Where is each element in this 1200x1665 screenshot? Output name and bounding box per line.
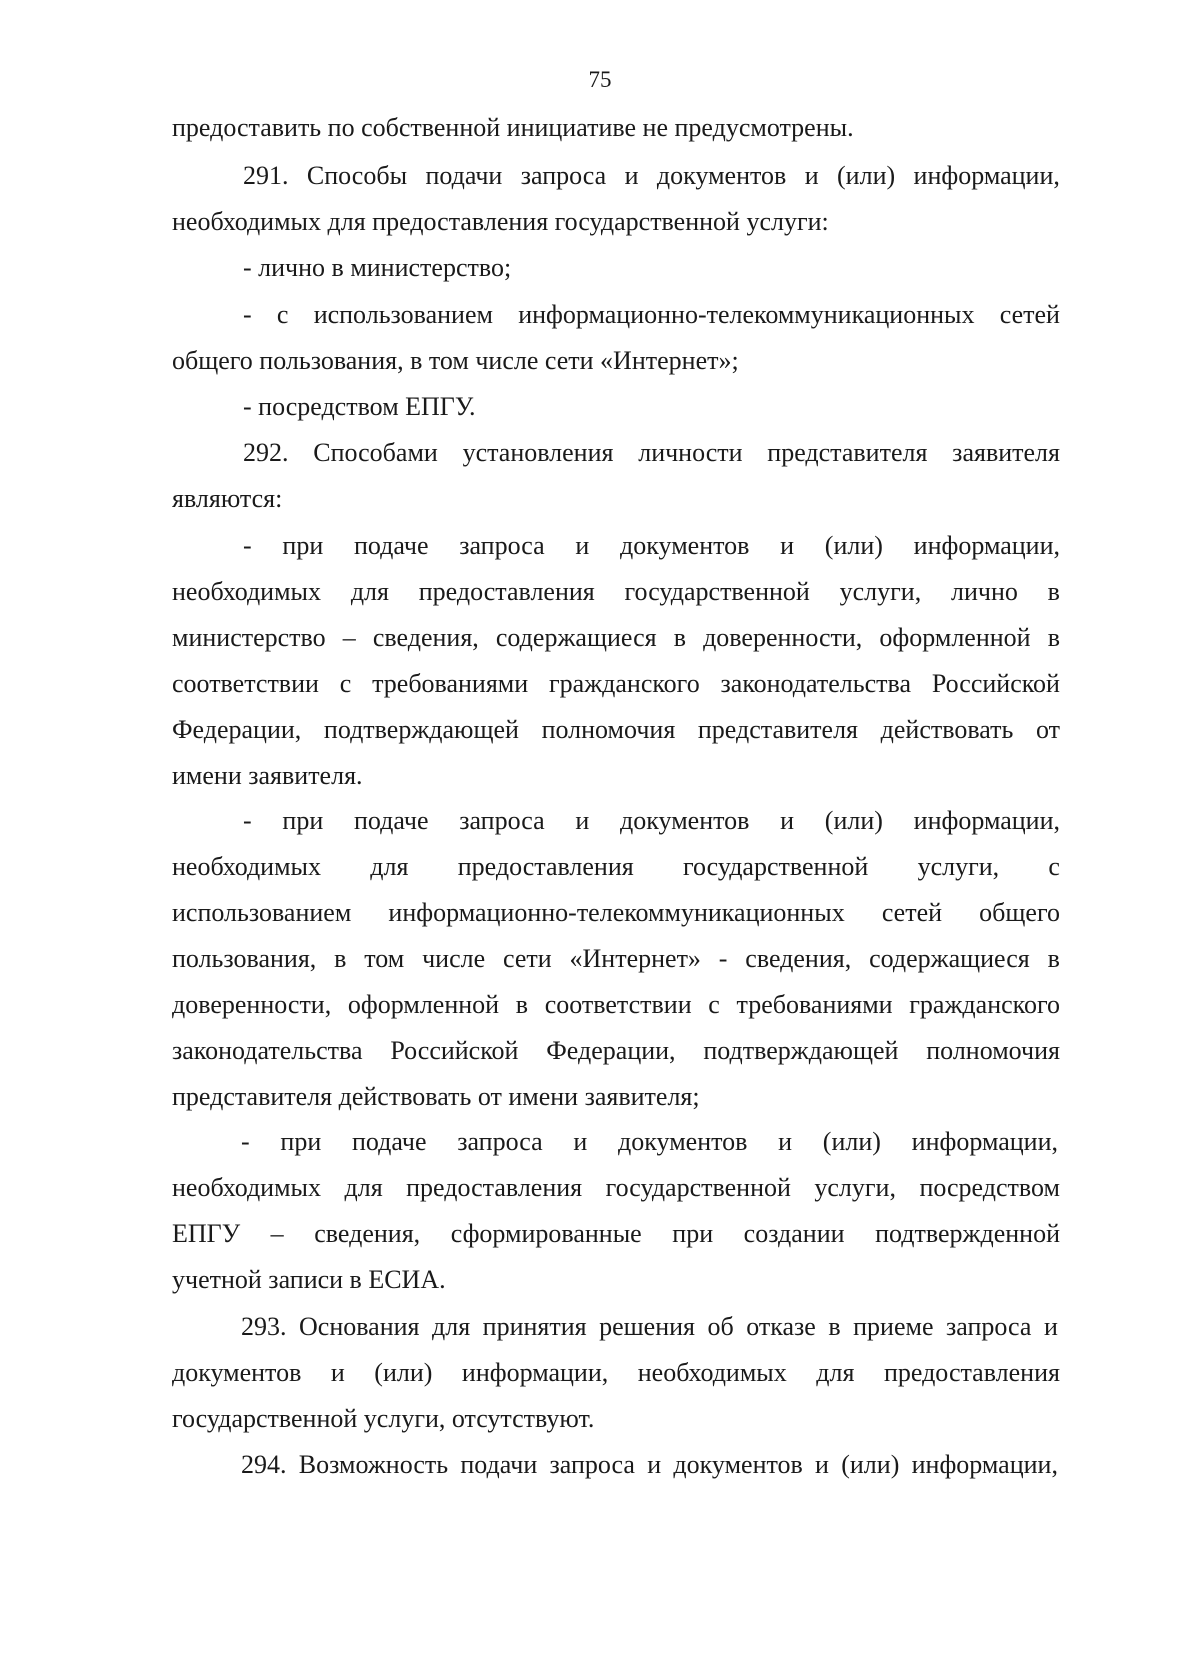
word: информации, (913, 806, 1060, 835)
word: и (330, 1358, 345, 1387)
word: подтвержденной (875, 1219, 1060, 1248)
word: ЕПГУ (172, 1219, 241, 1248)
word: и (804, 161, 819, 190)
word: министерство (172, 623, 326, 652)
word: – (342, 623, 356, 652)
word: в (1047, 944, 1060, 973)
word: для (370, 852, 409, 881)
word: требованиями (736, 990, 893, 1019)
word: оформленной (879, 623, 1031, 652)
text-line (172, 1172, 1060, 1204)
text-line (243, 437, 1060, 469)
word: в (334, 944, 347, 973)
word: сведения, (314, 1219, 421, 1248)
text-line (241, 1311, 1058, 1343)
word: государственной (605, 1173, 791, 1202)
word: и (575, 806, 590, 835)
word: сформированные (450, 1219, 642, 1248)
word: решения (599, 1312, 695, 1341)
word: в (828, 1312, 841, 1341)
text-line (172, 851, 1060, 883)
text-line: - посредством ЕПГУ. (243, 392, 476, 421)
text-line: предоставить по собственной инициативе не предусмотрены. (172, 113, 854, 142)
word: и (780, 806, 795, 835)
word: и (780, 531, 795, 560)
word: приеме (853, 1312, 934, 1341)
word: с (1048, 852, 1060, 881)
word: подаче (351, 1127, 427, 1156)
text-line (241, 1126, 1058, 1158)
word: оформленной (347, 990, 500, 1019)
word: сетей (999, 300, 1060, 329)
word: документов (620, 806, 750, 835)
word: заявителя (952, 438, 1060, 467)
word: представителя (767, 438, 928, 467)
text-line (172, 622, 1060, 654)
text-line (243, 805, 1060, 837)
word: 291. (243, 161, 289, 190)
word: Федерации, (546, 1036, 676, 1065)
word: запроса (520, 161, 607, 190)
word: доверенности, (172, 990, 332, 1019)
word: подтверждающей (323, 715, 519, 744)
word: для (344, 1173, 383, 1202)
word: при (282, 531, 324, 560)
word: информационно-телекоммуникационных (518, 300, 975, 329)
word: гражданского (909, 990, 1060, 1019)
word: необходимых (637, 1358, 787, 1387)
word: представителя (697, 715, 859, 744)
word: - (718, 944, 728, 973)
word: для (816, 1358, 855, 1387)
text-line: необходимых для предоставления государственной услуги: (172, 207, 829, 236)
word: полномочия (926, 1036, 1060, 1065)
word: запроса (459, 806, 545, 835)
text-line: имени заявителя. (172, 761, 363, 790)
text-line (172, 989, 1060, 1021)
word: полномочия (541, 715, 676, 744)
word: соответствии (544, 990, 692, 1019)
text-line (172, 897, 1060, 929)
word: законодательства (172, 1036, 363, 1065)
word: информации, (913, 531, 1060, 560)
word: общего (979, 898, 1060, 927)
word: отказе (746, 1312, 816, 1341)
text-line (243, 160, 1060, 192)
word: запроса (457, 1127, 543, 1156)
word: от (1035, 715, 1060, 744)
word: и (624, 161, 639, 190)
word: запроса (946, 1312, 1032, 1341)
word: - (243, 806, 252, 835)
word: и (778, 1127, 793, 1156)
text-line: представителя действовать от имени заявителя; (172, 1082, 700, 1111)
word: и (1043, 1312, 1058, 1341)
word: пользования, (172, 944, 317, 973)
word: использованием (172, 898, 352, 927)
word: при (672, 1219, 714, 1248)
word: в (1047, 623, 1060, 652)
word: Российской (390, 1036, 519, 1065)
word: установления (462, 438, 614, 467)
word: и (573, 1127, 588, 1156)
word: информации, (911, 1450, 1058, 1479)
word: действовать (880, 715, 1014, 744)
word: - (243, 300, 252, 329)
text-line: учетной записи в ЕСИА. (172, 1265, 446, 1294)
word: сведения, (745, 944, 852, 973)
word: в (1047, 577, 1060, 606)
word: информационно-телекоммуникационных (388, 898, 845, 927)
text-line (172, 576, 1060, 608)
page-number: 75 (588, 67, 612, 92)
word: содержащиеся (495, 623, 657, 652)
word: Возможность (298, 1450, 449, 1479)
word: подачи (425, 161, 503, 190)
word: об (707, 1312, 734, 1341)
text-line (243, 530, 1060, 562)
text-line (172, 1357, 1060, 1389)
word: документов (620, 531, 750, 560)
word: содержащиеся (869, 944, 1030, 973)
word: доверенности, (703, 623, 863, 652)
word: - (243, 531, 252, 560)
word: законодательства (720, 669, 912, 698)
word: Основания (299, 1312, 420, 1341)
word: создании (743, 1219, 845, 1248)
word: и (575, 531, 590, 560)
word: Способами (313, 438, 438, 467)
word: гражданского (548, 669, 700, 698)
word: информации, (913, 161, 1060, 190)
word: услуги, (917, 852, 1000, 881)
word: в (673, 623, 686, 652)
word: - (241, 1127, 250, 1156)
word: соответствии (172, 669, 319, 698)
word: (или) (824, 531, 883, 560)
text-line (241, 1449, 1058, 1481)
word: с (708, 990, 720, 1019)
word: посредством (919, 1173, 1060, 1202)
word: требованиями (372, 669, 529, 698)
word: необходимых (172, 1173, 322, 1202)
word: лично (951, 577, 1018, 606)
word: – (270, 1219, 284, 1248)
word: (или) (374, 1358, 433, 1387)
word: услуги, (814, 1173, 896, 1202)
text-line: общего пользования, в том числе сети «Интернет»; (172, 346, 739, 375)
word: при (282, 806, 324, 835)
text-line: - лично в министерство; (243, 253, 512, 282)
word: с (276, 300, 289, 329)
word: Российской (931, 669, 1060, 698)
word: личности (638, 438, 743, 467)
word: сети (502, 944, 552, 973)
word: услуги, (839, 577, 922, 606)
word: необходимых (172, 577, 322, 606)
word: 293. (241, 1312, 287, 1341)
word: 292. (243, 438, 289, 467)
word: для (432, 1312, 471, 1341)
word: подаче (353, 806, 429, 835)
word: (или) (822, 1127, 881, 1156)
word: для (350, 577, 389, 606)
word: подтверждающей (703, 1036, 899, 1065)
word: сетей (881, 898, 943, 927)
word: Способы (306, 161, 408, 190)
word: (или) (824, 806, 883, 835)
word: предоставления (457, 852, 634, 881)
word: запроса (549, 1450, 635, 1479)
word: «Интернет» (569, 944, 701, 973)
word: информации, (911, 1127, 1058, 1156)
word: при (280, 1127, 322, 1156)
word: запроса (459, 531, 545, 560)
word: предоставления (883, 1358, 1060, 1387)
word: документов (656, 161, 787, 190)
word: документов (618, 1127, 748, 1156)
word: информации, (461, 1358, 609, 1387)
text-line (172, 1218, 1060, 1250)
word: с (339, 669, 352, 698)
text-line: государственной услуги, отсутствуют. (172, 1404, 595, 1433)
word: в (515, 990, 529, 1019)
word: документов (172, 1358, 302, 1387)
text-line (172, 943, 1060, 975)
text-line (172, 714, 1060, 746)
word: государственной (682, 852, 869, 881)
text-line (172, 1035, 1060, 1067)
word: (или) (841, 1450, 900, 1479)
word: предоставления (418, 577, 595, 606)
word: (или) (837, 161, 896, 190)
word: принятия (482, 1312, 587, 1341)
word: необходимых (172, 852, 322, 881)
word: использованием (313, 300, 493, 329)
word: предоставления (406, 1173, 583, 1202)
word: подачи (460, 1450, 538, 1479)
word: сведения, (372, 623, 479, 652)
word: и (647, 1450, 662, 1479)
word: подаче (353, 531, 429, 560)
word: и (815, 1450, 829, 1479)
text-line (243, 299, 1060, 331)
text-line: являются: (172, 484, 283, 513)
word: документов (673, 1450, 803, 1479)
word: государственной (624, 577, 810, 606)
word: том (364, 944, 405, 973)
text-line (172, 668, 1060, 700)
word: числе (422, 944, 486, 973)
word: Федерации, (172, 715, 302, 744)
word: 294. (241, 1450, 287, 1479)
